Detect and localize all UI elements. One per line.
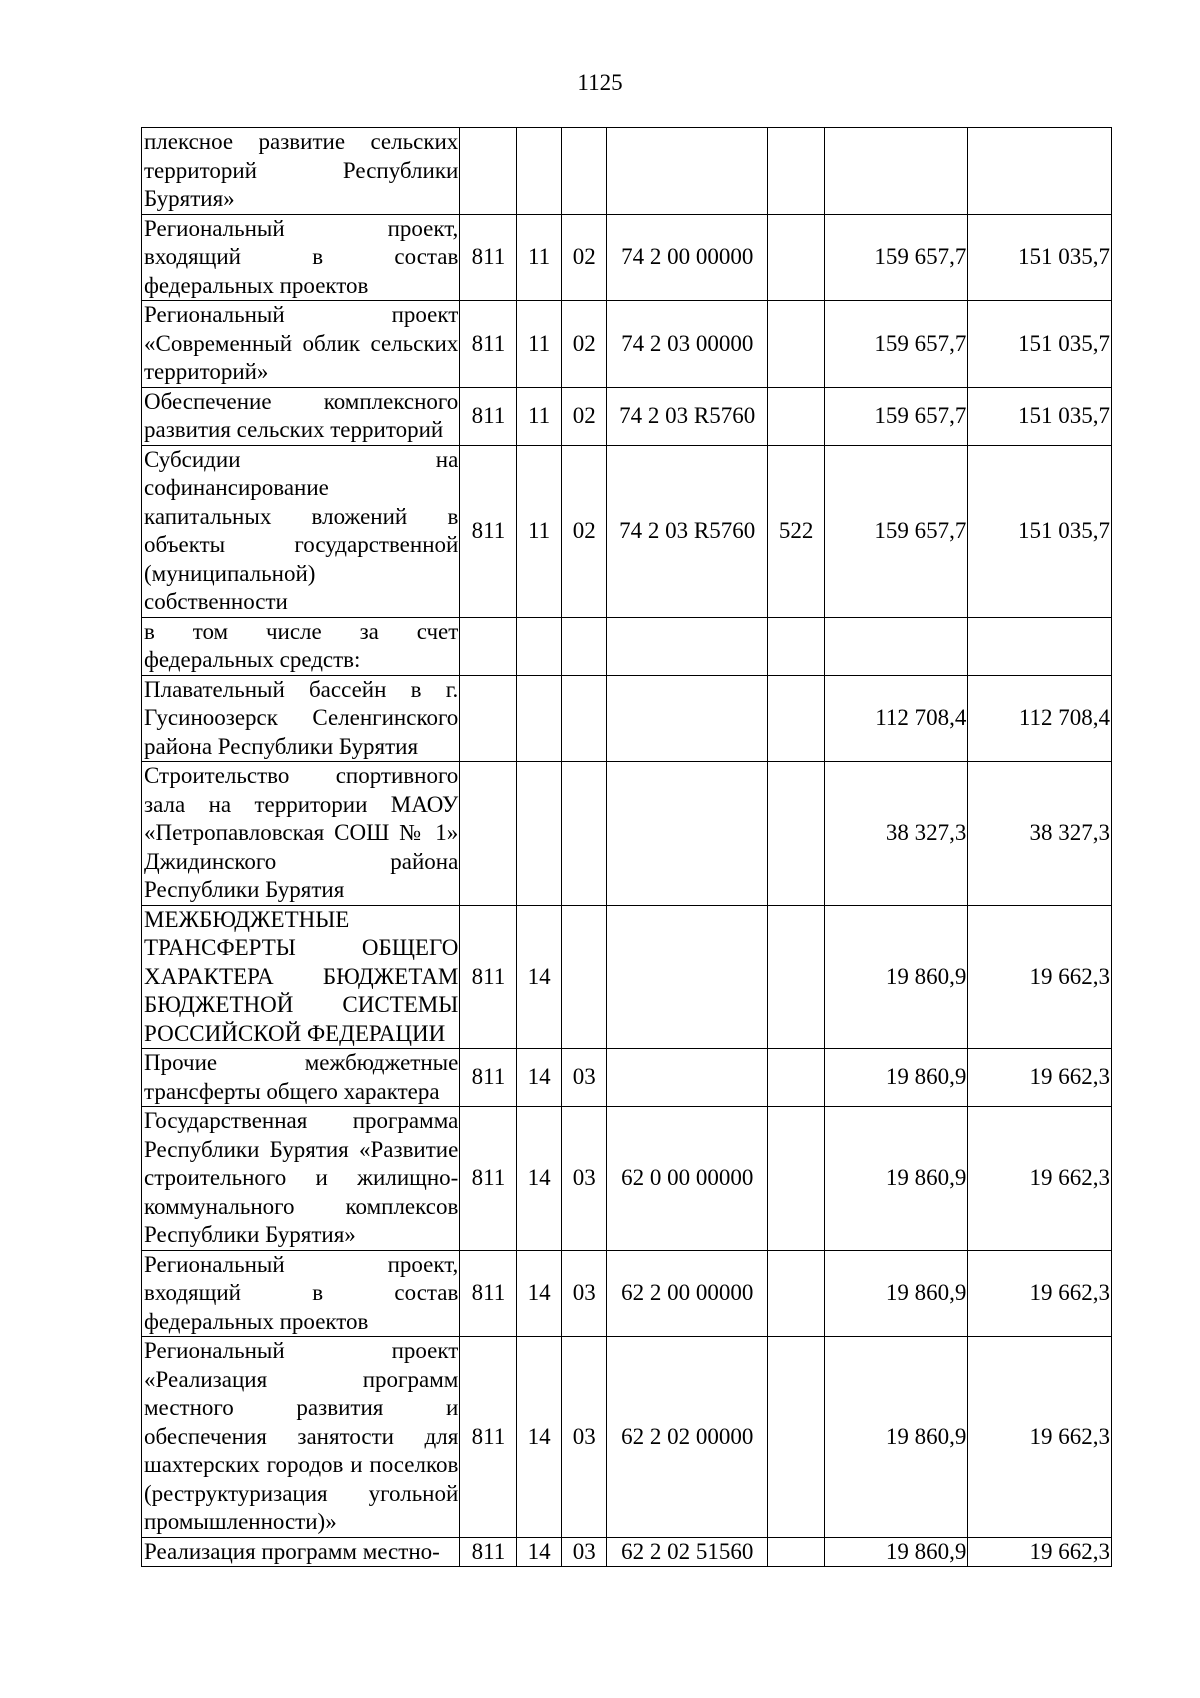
gov-code-cell (460, 617, 516, 675)
expense-type-cell (767, 1250, 824, 1337)
table-row (142, 1537, 1112, 1567)
row-name-cell: плексное развитие сельских территорий Республики Бурятия» (142, 128, 460, 215)
section-code-cell (516, 617, 561, 675)
amount-second-cell: 151 035,7 (968, 387, 1112, 445)
subsection-code-cell: 03 (561, 1337, 606, 1538)
row-name-cell: в том числе за счет федеральных средств: (142, 617, 460, 675)
amount-second-cell: 19 662,3 (968, 1107, 1112, 1251)
amount-second-cell: 19 662,3 (968, 1049, 1112, 1107)
target-article-cell: 62 2 02 00000 (606, 1337, 767, 1538)
row-name-cell: Обеспечение комплексного развития сельских территорий (142, 387, 460, 445)
table-row (142, 1250, 1112, 1337)
table-row (142, 1107, 1112, 1251)
expense-type-cell (767, 675, 824, 762)
target-article-cell: 74 2 03 R5760 (606, 387, 767, 445)
amount-first-cell: 19 860,9 (824, 1337, 968, 1538)
target-article-cell: 74 2 03 00000 (606, 301, 767, 388)
amount-second-cell: 151 035,7 (968, 301, 1112, 388)
row-name-cell: Прочие межбюджетные трансферты общего характера (142, 1049, 460, 1107)
expense-type-cell (767, 1107, 824, 1251)
row-name-cell: Реализация программ местно- (142, 1537, 460, 1567)
amount-first-cell: 159 657,7 (824, 214, 968, 301)
budget-table-body (142, 128, 1112, 1567)
gov-code-cell: 811 (460, 445, 516, 617)
subsection-code-cell: 02 (561, 445, 606, 617)
row-name-cell: Субсидии на софинансирование капитальных вложений в объекты государственной (муниципальной) собственности (142, 445, 460, 617)
gov-code-cell: 811 (460, 1250, 516, 1337)
table-row (142, 1049, 1112, 1107)
gov-code-cell: 811 (460, 301, 516, 388)
amount-second-cell: 19 662,3 (968, 1537, 1112, 1567)
section-code-cell: 11 (516, 301, 561, 388)
amount-first-cell: 19 860,9 (824, 905, 968, 1049)
gov-code-cell: 811 (460, 387, 516, 445)
expense-type-cell (767, 1537, 824, 1567)
amount-first-cell: 19 860,9 (824, 1250, 968, 1337)
expense-type-cell (767, 1337, 824, 1538)
table-row (142, 445, 1112, 617)
table-row (142, 617, 1112, 675)
amount-first-cell: 19 860,9 (824, 1537, 968, 1567)
section-code-cell (516, 128, 561, 215)
target-article-cell: 74 2 00 00000 (606, 214, 767, 301)
expense-type-cell (767, 762, 824, 906)
expense-type-cell (767, 1049, 824, 1107)
target-article-cell: 62 2 00 00000 (606, 1250, 767, 1337)
subsection-code-cell (561, 762, 606, 906)
amount-first-cell: 19 860,9 (824, 1049, 968, 1107)
row-name-cell: Плавательный бассейн в г. Гусиноозерск Селенгинского района Республики Бурятия (142, 675, 460, 762)
target-article-cell: 74 2 03 R5760 (606, 445, 767, 617)
gov-code-cell: 811 (460, 1537, 516, 1567)
table-row (142, 387, 1112, 445)
target-article-cell: 62 2 02 51560 (606, 1537, 767, 1567)
section-code-cell: 14 (516, 1107, 561, 1251)
amount-first-cell: 38 327,3 (824, 762, 968, 906)
expense-type-cell (767, 905, 824, 1049)
expense-type-cell (767, 301, 824, 388)
amount-second-cell (968, 617, 1112, 675)
table-row (142, 762, 1112, 906)
gov-code-cell (460, 128, 516, 215)
target-article-cell: 62 0 00 00000 (606, 1107, 767, 1251)
row-name-cell: МЕЖБЮДЖЕТНЫЕ ТРАНСФЕРТЫ ОБЩЕГО ХАРАКТЕРА БЮДЖЕТАМ БЮДЖЕТНОЙ СИСТЕМЫ РОССИЙСКОЙ ФЕДЕРАЦИИ (142, 905, 460, 1049)
amount-second-cell (968, 128, 1112, 215)
amount-first-cell (824, 617, 968, 675)
gov-code-cell: 811 (460, 1049, 516, 1107)
section-code-cell: 11 (516, 214, 561, 301)
expense-type-cell (767, 387, 824, 445)
amount-second-cell: 151 035,7 (968, 214, 1112, 301)
section-code-cell: 11 (516, 387, 561, 445)
gov-code-cell: 811 (460, 905, 516, 1049)
table-row (142, 1337, 1112, 1538)
section-code-cell: 14 (516, 1049, 561, 1107)
expense-type-cell: 522 (767, 445, 824, 617)
amount-second-cell: 151 035,7 (968, 445, 1112, 617)
subsection-code-cell (561, 675, 606, 762)
row-name-cell: Региональный проект «Современный облик сельских территорий» (142, 301, 460, 388)
row-name-cell: Региональный проект, входящий в состав федеральных проектов (142, 214, 460, 301)
row-name-cell: Строительство спортивного зала на территории МАОУ «Петропавловская СОШ № 1» Джидинского района Республики Бурятия (142, 762, 460, 906)
target-article-cell (606, 1049, 767, 1107)
subsection-code-cell: 02 (561, 387, 606, 445)
section-code-cell: 14 (516, 1337, 561, 1538)
table-row (142, 675, 1112, 762)
subsection-code-cell: 03 (561, 1537, 606, 1567)
gov-code-cell: 811 (460, 1337, 516, 1538)
subsection-code-cell: 02 (561, 301, 606, 388)
budget-table (141, 127, 1112, 1567)
subsection-code-cell (561, 617, 606, 675)
section-code-cell (516, 675, 561, 762)
section-code-cell: 14 (516, 1250, 561, 1337)
expense-type-cell (767, 617, 824, 675)
amount-second-cell: 38 327,3 (968, 762, 1112, 906)
gov-code-cell: 811 (460, 214, 516, 301)
subsection-code-cell: 03 (561, 1250, 606, 1337)
section-code-cell (516, 762, 561, 906)
target-article-cell (606, 905, 767, 1049)
gov-code-cell: 811 (460, 1107, 516, 1251)
expense-type-cell (767, 214, 824, 301)
section-code-cell: 11 (516, 445, 561, 617)
section-code-cell: 14 (516, 905, 561, 1049)
amount-first-cell: 159 657,7 (824, 387, 968, 445)
target-article-cell (606, 762, 767, 906)
amount-second-cell: 19 662,3 (968, 1250, 1112, 1337)
row-name-cell: Региональный проект, входящий в состав федеральных проектов (142, 1250, 460, 1337)
table-row (142, 128, 1112, 215)
table-row (142, 214, 1112, 301)
amount-first-cell: 159 657,7 (824, 301, 968, 388)
section-code-cell: 14 (516, 1537, 561, 1567)
amount-first-cell: 112 708,4 (824, 675, 968, 762)
amount-second-cell: 19 662,3 (968, 905, 1112, 1049)
amount-second-cell: 19 662,3 (968, 1337, 1112, 1538)
page-number: 1125 (577, 70, 623, 95)
row-name-cell: Государственная программа Республики Бурятия «Развитие строительного и жилищно-коммунального комплексов Республики Бурятия» (142, 1107, 460, 1251)
row-name-cell: Региональный проект «Реализация программ местного развития и обеспечения занятости для шахтерских городов и поселков (реструктуризация угольной промышленности)» (142, 1337, 460, 1538)
amount-first-cell: 19 860,9 (824, 1107, 968, 1251)
target-article-cell (606, 617, 767, 675)
subsection-code-cell: 03 (561, 1107, 606, 1251)
table-row (142, 301, 1112, 388)
gov-code-cell (460, 762, 516, 906)
amount-first-cell: 159 657,7 (824, 445, 968, 617)
gov-code-cell (460, 675, 516, 762)
target-article-cell (606, 675, 767, 762)
subsection-code-cell: 02 (561, 214, 606, 301)
subsection-code-cell: 03 (561, 1049, 606, 1107)
subsection-code-cell (561, 128, 606, 215)
amount-second-cell: 112 708,4 (968, 675, 1112, 762)
expense-type-cell (767, 128, 824, 215)
amount-first-cell (824, 128, 968, 215)
table-row (142, 905, 1112, 1049)
subsection-code-cell (561, 905, 606, 1049)
target-article-cell (606, 128, 767, 215)
